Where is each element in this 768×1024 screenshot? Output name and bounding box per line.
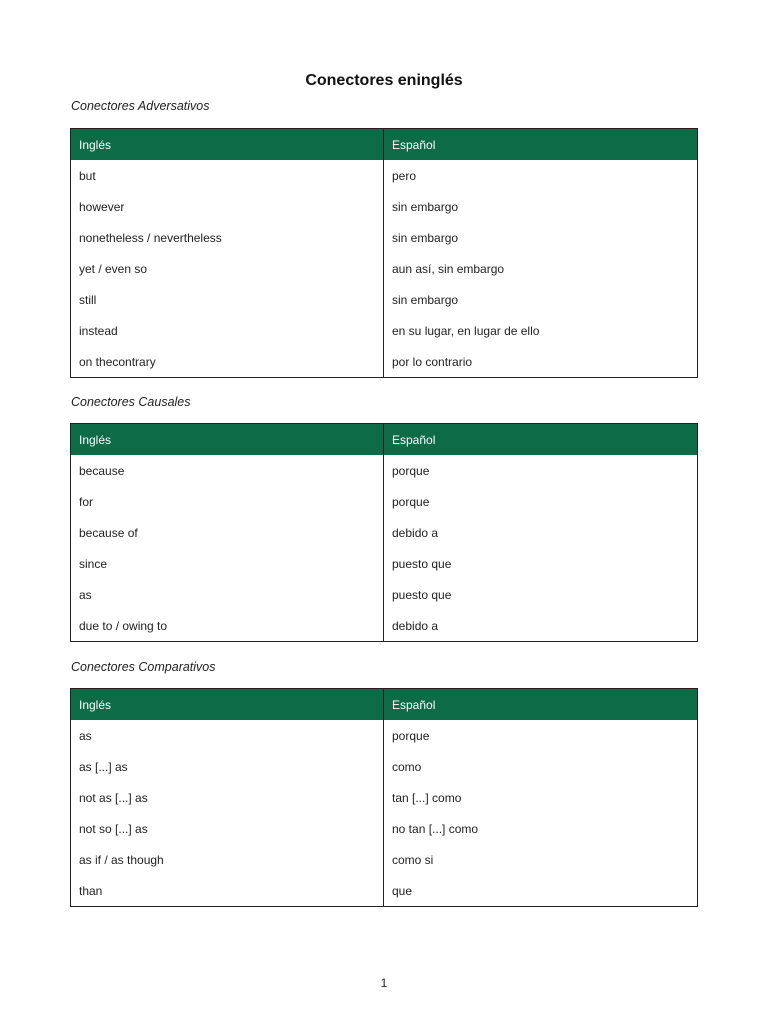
table-row bbox=[71, 160, 698, 191]
table-adversativos bbox=[70, 128, 698, 378]
table-row bbox=[71, 517, 698, 548]
table-causales bbox=[70, 423, 698, 642]
table-row bbox=[71, 253, 698, 284]
english-cell: as [...] as bbox=[71, 751, 384, 782]
table-header-row bbox=[71, 424, 698, 456]
spanish-cell: tan [...] como bbox=[392, 790, 462, 805]
page-title: Conectores eninglés bbox=[305, 72, 463, 89]
table-header-row bbox=[71, 129, 698, 161]
section-title-causales: Conectores Causales bbox=[71, 395, 191, 409]
english-cell: as bbox=[71, 579, 384, 610]
english-cell: not as [...] as bbox=[71, 782, 384, 813]
spanish-cell: que bbox=[392, 883, 413, 898]
table-row bbox=[71, 548, 698, 579]
spanish-cell: sin embargo bbox=[392, 230, 459, 245]
spanish-cell: en su lugar, en lugar de ello bbox=[392, 323, 540, 338]
table-row bbox=[71, 875, 698, 907]
table-row bbox=[71, 284, 698, 315]
column-header-ingles: Inglés bbox=[71, 129, 384, 161]
column-header-espanol: Español bbox=[384, 424, 698, 456]
english-cell: however bbox=[71, 191, 384, 222]
column-header-espanol: Español bbox=[384, 129, 698, 161]
table-row bbox=[71, 844, 698, 875]
section-title-adversativos: Conectores Adversativos bbox=[71, 99, 210, 113]
spanish-cell: pero bbox=[392, 168, 417, 183]
table-row bbox=[71, 346, 698, 378]
english-cell: still bbox=[71, 284, 384, 315]
english-cell: as if / as though bbox=[71, 844, 384, 875]
column-header-espanol: Español bbox=[384, 689, 698, 721]
table-row bbox=[71, 751, 698, 782]
english-cell: for bbox=[71, 486, 384, 517]
spanish-cell: como si bbox=[392, 852, 434, 867]
english-cell: but bbox=[71, 160, 384, 191]
english-cell: on thecontrary bbox=[71, 346, 384, 378]
section-title-comparativos: Conectores Comparativos bbox=[71, 660, 216, 674]
table-row bbox=[71, 222, 698, 253]
spanish-cell: sin embargo bbox=[392, 199, 459, 214]
table-row bbox=[71, 813, 698, 844]
spanish-cell: puesto que bbox=[392, 587, 452, 602]
table-row bbox=[71, 455, 698, 486]
column-header-ingles: Inglés bbox=[71, 689, 384, 721]
column-header-ingles: Inglés bbox=[71, 424, 384, 456]
english-cell: not so [...] as bbox=[71, 813, 384, 844]
english-cell: instead bbox=[71, 315, 384, 346]
table-row bbox=[71, 782, 698, 813]
english-cell: since bbox=[71, 548, 384, 579]
spanish-cell: como bbox=[392, 759, 422, 774]
spanish-cell: sin embargo bbox=[392, 292, 459, 307]
table-row bbox=[71, 486, 698, 517]
english-cell: because of bbox=[71, 517, 384, 548]
english-cell: nonetheless / nevertheless bbox=[71, 222, 384, 253]
english-cell: yet / even so bbox=[71, 253, 384, 284]
english-cell: due to / owing to bbox=[71, 610, 384, 642]
spanish-cell: por lo contrario bbox=[392, 354, 473, 369]
spanish-cell: puesto que bbox=[392, 556, 452, 571]
english-cell: as bbox=[71, 720, 384, 751]
table-header-row bbox=[71, 689, 698, 721]
spanish-cell: aun así, sin embargo bbox=[392, 261, 505, 276]
spanish-cell: porque bbox=[392, 463, 430, 478]
spanish-cell: debido a bbox=[392, 618, 439, 633]
table-row bbox=[71, 315, 698, 346]
table-row bbox=[71, 579, 698, 610]
table-row bbox=[71, 720, 698, 751]
spanish-cell: no tan [...] como bbox=[392, 821, 479, 836]
spanish-cell: porque bbox=[392, 494, 430, 509]
english-cell: because bbox=[71, 455, 384, 486]
table-row bbox=[71, 610, 698, 642]
table-row bbox=[71, 191, 698, 222]
table-comparativos bbox=[70, 688, 698, 907]
english-cell: than bbox=[71, 875, 384, 907]
page-number: 1 bbox=[380, 976, 388, 990]
spanish-cell: debido a bbox=[392, 525, 439, 540]
spanish-cell: porque bbox=[392, 728, 430, 743]
